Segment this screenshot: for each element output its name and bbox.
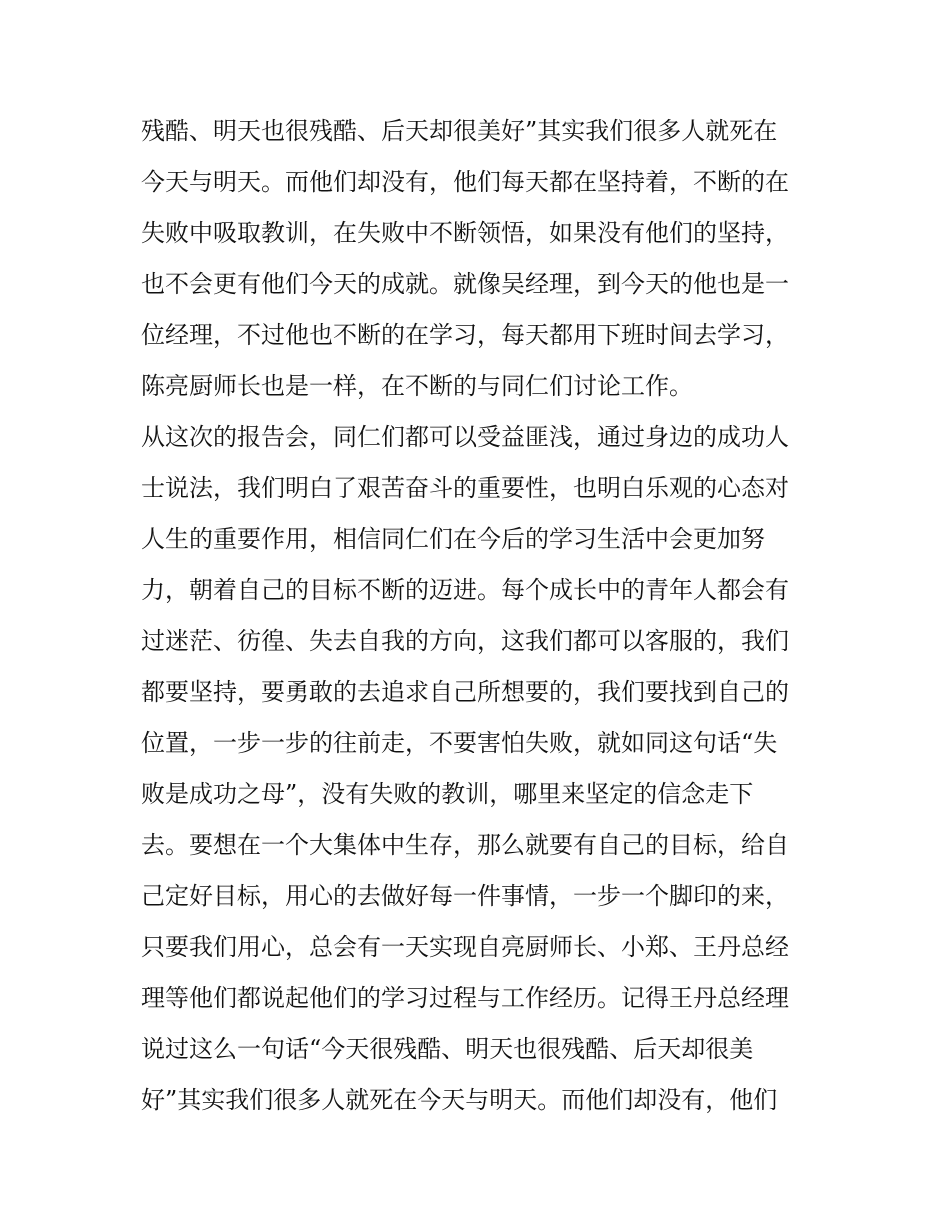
text-line: 人生的重要作用，相信同仁们在今后的学习生活中会更加努 — [141, 525, 765, 553]
text-line: 只要我们用心，总会有一天实现自亮厨师长、小郑、王丹总经 — [141, 933, 789, 961]
text-line: 说过这么一句话“今天很残酷、明天也很残酷、后天却很美 — [141, 1035, 754, 1063]
body-text — [141, 106, 821, 1126]
text-line: 位经理，不过他也不断的在学习，每天都用下班时间去学习， — [141, 321, 789, 349]
text-line: 理等他们都说起他们的学习过程与工作经历。记得王丹总经理 — [141, 984, 789, 1012]
text-line: 士说法，我们明白了艰苦奋斗的重要性，也明白乐观的心态对 — [141, 474, 789, 502]
text-line: 残酷、明天也很残酷、后天却很美好”其实我们很多人就死在 — [141, 117, 778, 145]
text-line: 败是成功之母”，没有失败的教训，哪里来坚定的信念走下 — [141, 780, 754, 808]
text-line: 位置，一步一步的往前走，不要害怕失败，就如同这句话“失 — [141, 729, 778, 757]
text-line: 也不会更有他们今天的成就。就像吴经理，到今天的他也是一 — [141, 270, 789, 298]
text-line: 去。要想在一个大集体中生存，那么就要有自己的目标，给自 — [141, 831, 789, 859]
text-line: 从这次的报告会，同仁们都可以受益匪浅，通过身边的成功人 — [141, 423, 789, 451]
text-line: 今天与明天。而他们却没有，他们每天都在坚持着，不断的在 — [141, 168, 789, 196]
text-line: 陈亮厨师长也是一样，在不断的与同仁们讨论工作。 — [141, 372, 693, 400]
text-line: 己定好目标，用心的去做好每一件事情，一步一个脚印的来， — [141, 882, 789, 910]
text-line: 力，朝着自己的目标不断的迈进。每个成长中的青年人都会有 — [141, 576, 789, 604]
text-line: 都要坚持，要勇敢的去追求自己所想要的，我们要找到自己的 — [141, 678, 789, 706]
text-line: 失败中吸取教训，在失败中不断领悟，如果没有他们的坚持， — [141, 219, 789, 247]
text-line: 过迷茫、彷徨、失去自我的方向，这我们都可以客服的，我们 — [141, 627, 789, 655]
text-line: 好”其实我们很多人就死在今天与明天。而他们却没有，他们 — [141, 1086, 778, 1114]
